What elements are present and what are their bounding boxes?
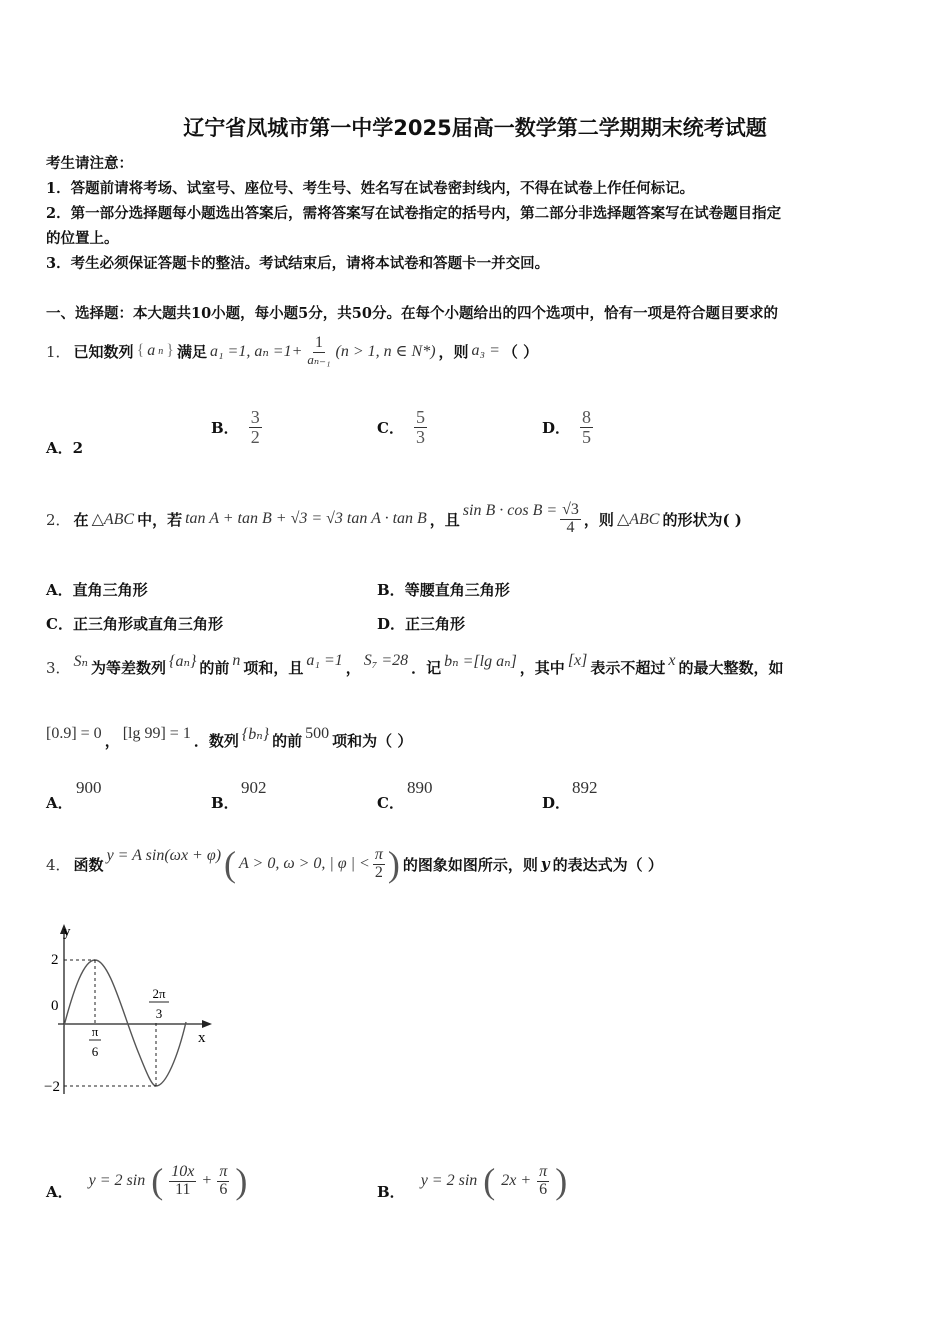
question-text: 的前 [199, 658, 230, 677]
q2-option-b: B．等腰直角三角形 [377, 581, 510, 599]
question-number: 2． [46, 510, 71, 529]
condition-1: a₁ =1 [306, 652, 343, 669]
notice-heading: 考生请注意： [46, 155, 133, 172]
floor-x: [x] [567, 652, 588, 669]
equation-1: tan A + tan B + √3 = √3 tan A · tan B [185, 510, 427, 527]
question-text: ，则 [583, 510, 614, 529]
question-text: 的图象如图所示，则 [402, 855, 538, 874]
b-definition: bₙ =[lg aₙ] [444, 653, 517, 670]
page-title: 辽宁省凤城市第一中学2025届高一数学第二学期期末统考试题 [183, 116, 767, 140]
sine-graph [44, 918, 224, 1108]
condition-fraction: $\frac{\pi}{2}$ [374, 845, 383, 881]
y-symbol: y [540, 855, 550, 873]
tick-0: 0 [51, 998, 59, 1014]
b-sequence-symbol: bₙ [248, 726, 263, 743]
question-text: 的前 [272, 731, 303, 750]
q1-option-d: D． $\frac{8}{5}$ [542, 407, 592, 447]
question-text: 的最大整数，如 [678, 658, 784, 677]
function-condition: A > 0, ω > 0, | φ | < [239, 855, 370, 872]
q4-option-b: B． y = 2 sin ( 2x + $\frac{\pi}{6}$ ) [377, 1161, 568, 1201]
sequence-subscript: n [158, 345, 164, 357]
x-axis-label: x [198, 1030, 206, 1046]
question-1: 1． 已知数列 { a n } 满足 a₁ =1, aₙ =1+ $\frac{1}{\text{aₙ₋₁}}$ (n > 1, n ∈ N*) ，则 a₃ = （ ） [46, 334, 539, 368]
question-text: ，且 [429, 510, 460, 529]
tick-2pi-3-num: 2π [152, 986, 166, 1001]
triangle-symbol: △ABC [616, 511, 660, 528]
y-axis-label: y [63, 924, 71, 940]
question-text: ．记 [411, 658, 442, 677]
question-3: 3． Sₙ 为等差数列 {aₙ} 的前 n 项和，且 a₁ =1 ， S₇ =28 ．记 bₙ =[lg aₙ] ，其中 [x] 表示不超过 x 的最大整数，如 [46, 652, 784, 677]
question-text: 在 [73, 510, 89, 529]
answer-blank: 的表达式为（ ） [552, 855, 663, 874]
question-text: ， [345, 658, 361, 677]
question-text: ，则 [438, 342, 469, 361]
equation-2: sin B · cos B = [462, 502, 558, 519]
q2-option-d: D．正三角形 [377, 615, 466, 633]
ask-formula: a₃ = [471, 342, 500, 359]
q2-option-c: C．正三角形或直角三角形 [46, 615, 223, 633]
example-2: [lg 99] = 1 [122, 725, 191, 742]
term-count: 500 [305, 725, 330, 742]
function-formula: y = A sin(ωx + φ) [106, 847, 222, 864]
tick-2pi-3-den: 3 [155, 1006, 163, 1021]
section-heading: 一、选择题：本大题共10小题，每小题5分，共50分。在每个小题给出的四个选项中，恰有一项是符合题目要求的 [46, 305, 778, 322]
question-text: ， [104, 731, 120, 750]
tick-2: 2 [51, 952, 59, 968]
question-text: 满足 [176, 342, 207, 361]
notice-item-3: 3．考生必须保证答题卡的整洁。考试结束后，请将本试卷和答题卡一并交回。 [46, 255, 550, 272]
notice-item-2-cont: 的位置上。 [46, 230, 119, 247]
question-number: 4． [46, 855, 71, 874]
tick-pi-6-num: π [91, 1024, 99, 1039]
q2-option-a: A．直角三角形 [46, 581, 148, 599]
x-axis-arrow [202, 1020, 212, 1028]
question-number: 1． [46, 342, 71, 361]
condition-2: S₇ =28 [363, 652, 409, 669]
q1-option-c: C． $\frac{5}{3}$ [377, 407, 425, 447]
question-number: 3． [46, 658, 71, 677]
condition-formula: a₁ =1, aₙ =1+ [209, 343, 303, 360]
question-text: ，其中 [519, 658, 565, 677]
question-3-cont: [0.9] = 0 ， [lg 99] = 1 ．数列 {bₙ} 的前 500 项和为（ ） [46, 725, 413, 750]
q4-option-a: A． y = 2 sin ( $\frac{10x}{11}$ + $\frac{\pi}{6}$ ) [46, 1161, 248, 1201]
sum-symbol: Sₙ [73, 653, 89, 670]
question-2 [46, 494, 742, 544]
triangle-symbol: △ABC [91, 511, 135, 528]
sequence-symbol: a [147, 342, 156, 359]
question-text: 函数 [73, 855, 104, 874]
answer-blank: （ ） [502, 342, 539, 361]
sequence-symbol: aₙ [175, 653, 190, 670]
n-symbol: n [232, 652, 241, 669]
answer-blank: 项和为（ ） [332, 731, 413, 750]
condition-fraction: $\frac{1}{\text{aₙ₋₁}}$ [307, 334, 331, 368]
tick-neg2: −2 [44, 1079, 60, 1095]
equation-2-fraction: $\frac{√3}{4}$ [562, 500, 579, 536]
notice-item-2: 2．第一部分选择题每小题选出答案后，需将答案写在试卷指定的括号内，第二部分非选择题答案写在试卷题目指定 [46, 205, 782, 222]
x-symbol: x [668, 652, 676, 669]
question-text: 项和，且 [243, 658, 304, 677]
example-1: [0.9] = 0 [46, 725, 102, 742]
q1-option-a: A．2 [46, 439, 84, 457]
question-text: 的形状为( ) [662, 510, 742, 529]
question-text: 表示不超过 [590, 658, 666, 677]
question-text: 为等差数列 [91, 658, 167, 677]
sine-curve [64, 960, 186, 1086]
question-text: ．数列 [193, 731, 239, 750]
question-4: 4． 函数 y = A sin(ωx + φ) ( A > 0, ω > 0, | φ | < $\frac{\pi}{2}$ ) 的图象如图所示，则 y 的表达式为（ ） [46, 844, 663, 884]
tick-pi-6-den: 6 [91, 1044, 99, 1059]
condition-domain: (n > 1, n ∈ N*) [335, 343, 436, 360]
q1-option-b: B． $\frac{3}{2}$ [211, 407, 260, 447]
question-text: 已知数列 [73, 342, 134, 361]
question-text: 中，若 [137, 510, 183, 529]
notice-item-1: 1．答题前请将考场、试室号、座位号、考生号、姓名写在试卷密封线内，不得在试卷上作任何标记。 [46, 180, 695, 197]
